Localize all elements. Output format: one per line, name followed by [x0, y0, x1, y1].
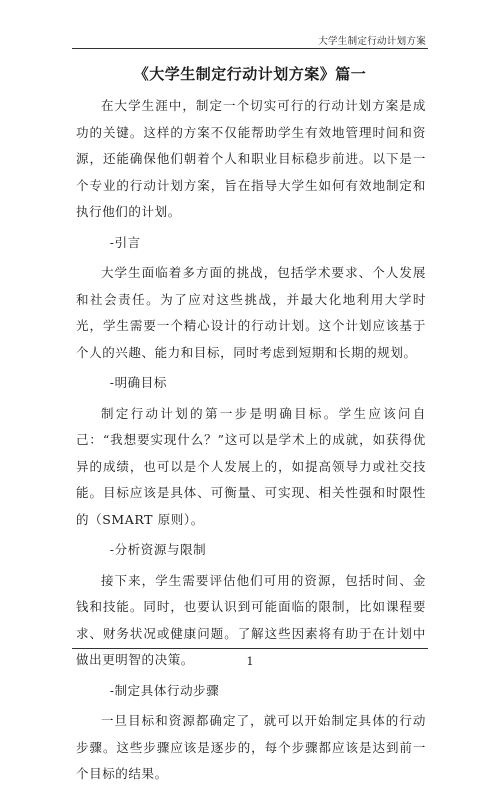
- paragraph-action-steps: 一旦目标和资源都确定了，就可以开始制定具体的行动步骤。这些步骤应该是逐步的，每个步骤都应该是达到前一个目标的结果。: [76, 713, 426, 781]
- paragraph-goals: 制定行动计划的第一步是明确目标。学生应该问自己：“我想要实现什么？”这可以是学术上的成就，如获得优异的成绩，也可以是个人发展上的，如提高领导力或社交技能。目标应该是具体、可衡量、可实现、相关性强和时限性的（SMART 原则）。: [76, 405, 426, 527]
- running-header: 大学生制定行动计划方案: [318, 36, 426, 47]
- document-body: [76, 93, 426, 792]
- paragraph-resources: 接下来，学生需要评估他们可用的资源，包括时间、金钱和技能。同时，也要认识到可能面临的限制，比如课程要求、财务状况或健康问题。了解这些因素将有助于在计划中做出更明智的决策。: [76, 572, 426, 667]
- paragraph-intro: 在大学生涯中，制定一个切实可行的行动计划方案是成功的关键。这样的方案不仅能帮助学生有效地管理时间和资源，还能确保他们朝着个人和职业目标稳步前进。以下是一个专业的行动计划方案，旨在指导大学生如何有效地制定和执行他们的计划。: [76, 98, 426, 219]
- page-number: 1: [246, 655, 254, 668]
- footer-divider: [72, 648, 428, 649]
- section-heading-introduction: -引言: [109, 234, 141, 250]
- section-heading-resources: -分析资源与限制: [109, 542, 207, 557]
- section-heading-action-steps: -制定具体行动步骤: [109, 682, 220, 698]
- header-divider: [72, 48, 428, 49]
- paragraph-introduction: 大学生面临着多方面的挑战，包括学术要求、个人发展和社会责任。为了应对这些挑战，并最大化地利用大学时光，学生需要一个精心设计的行动计划。这个计划应该基于个人的兴趣、能力和目标，同时考虑到短期和长期的规划。: [76, 265, 426, 360]
- section-heading-goals: -明确目标: [109, 375, 167, 390]
- document-title: 《大学生制定行动计划方案》篇一: [133, 65, 367, 83]
